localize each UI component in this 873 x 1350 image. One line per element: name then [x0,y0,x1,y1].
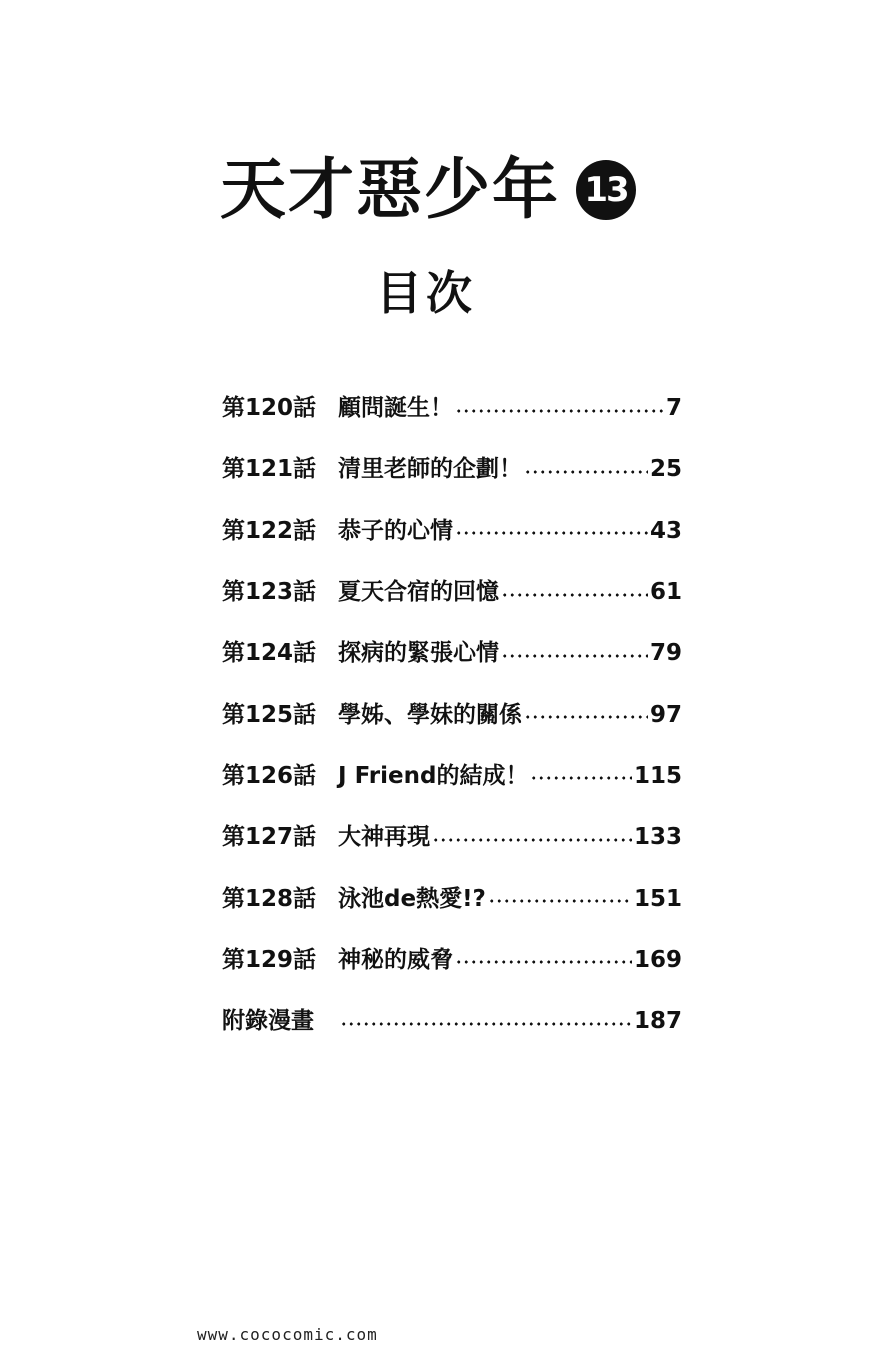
toc-title: 清里老師的企劃！ [338,456,522,483]
dot-leader [432,838,632,842]
toc-entry [222,501,682,562]
table-of-contents [222,378,682,1052]
toc-heading: 目次 [376,266,476,320]
dot-leader [340,1022,632,1026]
toc-entry [222,684,682,745]
footer-url: www.cococomic.com [197,1325,378,1344]
book-title-row [220,150,636,230]
toc-chapter: 第124話 [222,640,317,667]
dot-leader [530,776,632,780]
toc-page-number: 61 [649,579,682,606]
dot-leader [488,899,632,903]
toc-page-number: 187 [633,1008,682,1035]
toc-entry [222,562,682,623]
toc-entry [222,807,682,868]
dot-leader [524,470,648,474]
toc-chapter: 第128話 [222,885,317,912]
toc-page-number: 7 [665,395,682,422]
toc-chapter: 第126話 [222,762,317,789]
toc-chapter: 第127話 [222,824,317,851]
toc-chapter: 第122話 [222,517,317,544]
toc-title: 大神再現 [338,824,430,851]
toc-entry [222,930,682,991]
toc-entry [222,746,682,807]
toc-chapter: 第120話 [222,395,317,422]
book-title: 天才惡少年 [220,151,560,228]
toc-title: 學姊、學妹的關係 [338,701,522,728]
toc-chapter: 第125話 [222,701,317,728]
toc-chapter: 第123話 [222,579,317,606]
toc-page-number: 151 [633,885,682,912]
toc-page-number: 25 [649,456,682,483]
toc-chapter: 附錄漫畫 [222,1008,314,1035]
toc-title: 顧問誕生！ [338,395,453,422]
toc-page-number: 79 [649,640,682,667]
toc-title: 泳池de熱愛!? [338,885,486,912]
volume-badge: 13 [576,160,636,220]
dot-leader [501,593,648,597]
dot-leader [455,960,632,964]
toc-entry [222,623,682,684]
toc-title: 恭子的心情 [338,517,453,544]
toc-entry [222,991,682,1052]
toc-page-number: 169 [633,946,682,973]
toc-page-number: 43 [649,517,682,544]
toc-page-number: 133 [633,824,682,851]
toc-page-number: 115 [633,762,682,789]
dot-leader [524,715,648,719]
dot-leader [455,531,648,535]
toc-chapter: 第121話 [222,456,317,483]
toc-title: J Friend的結成！ [338,762,529,789]
toc-page-number: 97 [649,701,682,728]
dot-leader [501,654,648,658]
dot-leader [455,409,664,413]
toc-entry [222,378,682,439]
toc-title: 夏天合宿的回憶 [338,579,499,606]
toc-entry [222,868,682,929]
toc-title: 神秘的威脅 [338,946,453,973]
toc-title: 探病的緊張心情 [338,640,499,667]
toc-entry [222,439,682,500]
toc-chapter: 第129話 [222,946,317,973]
